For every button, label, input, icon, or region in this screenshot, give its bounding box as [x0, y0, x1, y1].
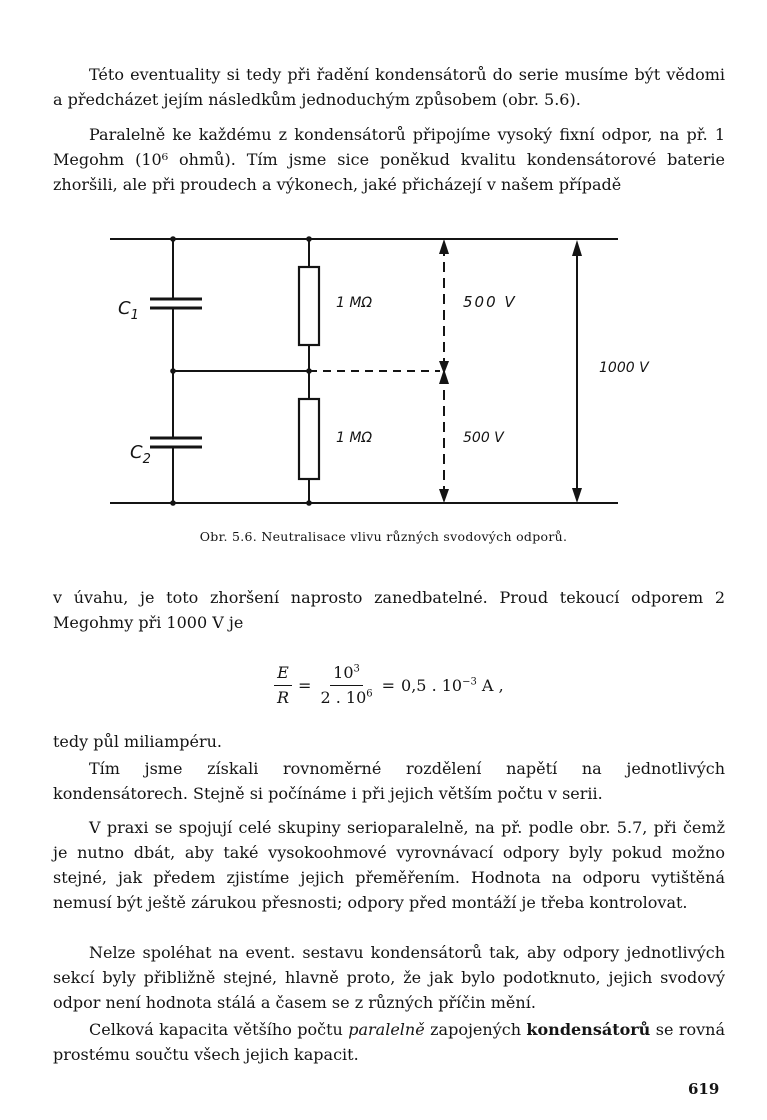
- label-r2: 1 MΩ: [336, 430, 373, 446]
- arrow-up-icon: [572, 240, 582, 256]
- paragraph-6: V praxi se spojují celé skupiny serioparalelně, na př. podle obr. 5.7, při čemž je nutno dbát, aby také vysokoohmové vyrovnávací odpory byly pokud možno stejné, jak předem zjistíme jejich přeměřením. Hodnota na odporu vytištěná nemusí být ještě zárukou přesnosti; odpory před montáží je třeba kontrolovat.: [53, 818, 725, 912]
- label-vtotal: 1000 V: [599, 360, 649, 376]
- fraction-values: $\frac{10^3}{2 . 10^6}$: [320, 662, 373, 707]
- paragraph-8: Celková kapacita většího počtu paralelně zapojených kondensátorů se rovná prostému součtu všech jejich kapacit.: [53, 1020, 725, 1064]
- arrow-up-icon: [439, 239, 449, 254]
- arrow-up-icon: [439, 369, 449, 384]
- resistor-r2: [299, 399, 319, 479]
- formula-result: 0,5 . $10^{-3}$ A ,: [401, 675, 504, 695]
- fraction-e-over-r: $\frac{E}{R}$: [274, 663, 292, 708]
- formula: $\frac{E}{R}$ = $\frac{10^3}{2 . 10^6}$ = 0,5 . $10^{-3}$ A ,: [268, 660, 504, 710]
- paragraph-2: Paralelně ke každému z kondensátorů připojíme vysoký fixní odpor, na př. 1 Megohm (10⁶ ohmů). Tím jsme sice poněkud kvalitu kondensátorové baterie zhoršili, ale při proudech a výkonech, jaké přicházejí v našem případě: [53, 125, 725, 194]
- arrow-down-icon: [572, 488, 582, 503]
- paragraph-3: v úvahu, je toto zhoršení naprosto zanedbatelné. Proud tekoucí odporem 2 Megohmy při 1000 V je: [53, 588, 725, 632]
- label-v2: 500 V: [463, 430, 504, 446]
- circuit-diagram: [100, 226, 649, 526]
- label-v1: 500 V: [463, 293, 517, 311]
- arrow-down-icon: [439, 489, 449, 503]
- label-r1: 1 MΩ: [336, 295, 373, 311]
- resistor-r1: [299, 267, 319, 345]
- paragraph-5: Tím jsme získali rovnoměrné rozdělení napětí na jednotlivých kondensátorech. Stejně si počínáme i při jejich větším počtu v serii.: [53, 759, 725, 803]
- paragraph-4: tedy půl miliampéru.: [53, 732, 222, 751]
- label-c1: $C_1$: [118, 298, 139, 323]
- figure-caption: Obr. 5.6. Neutralisace vlivu různých svodových odporů.: [199, 529, 568, 544]
- paragraph-1: Této eventuality si tedy při řadění kondensátorů do serie musíme být vědomi a předcházet jejím následkům jednoduchým způsobem (obr. 5.6).: [53, 65, 725, 109]
- label-c2: $C_2$: [130, 442, 151, 467]
- paragraph-7: Nelze spoléhat na event. sestavu kondensátorů tak, aby odpory jednotlivých sekcí byly přibližně stejné, hlavně proto, že jak bylo podotknuto, jejich svodový odpor není hodnota stálá a časem se z různých příčin mění.: [53, 943, 725, 1012]
- page-number: 619: [688, 1080, 720, 1098]
